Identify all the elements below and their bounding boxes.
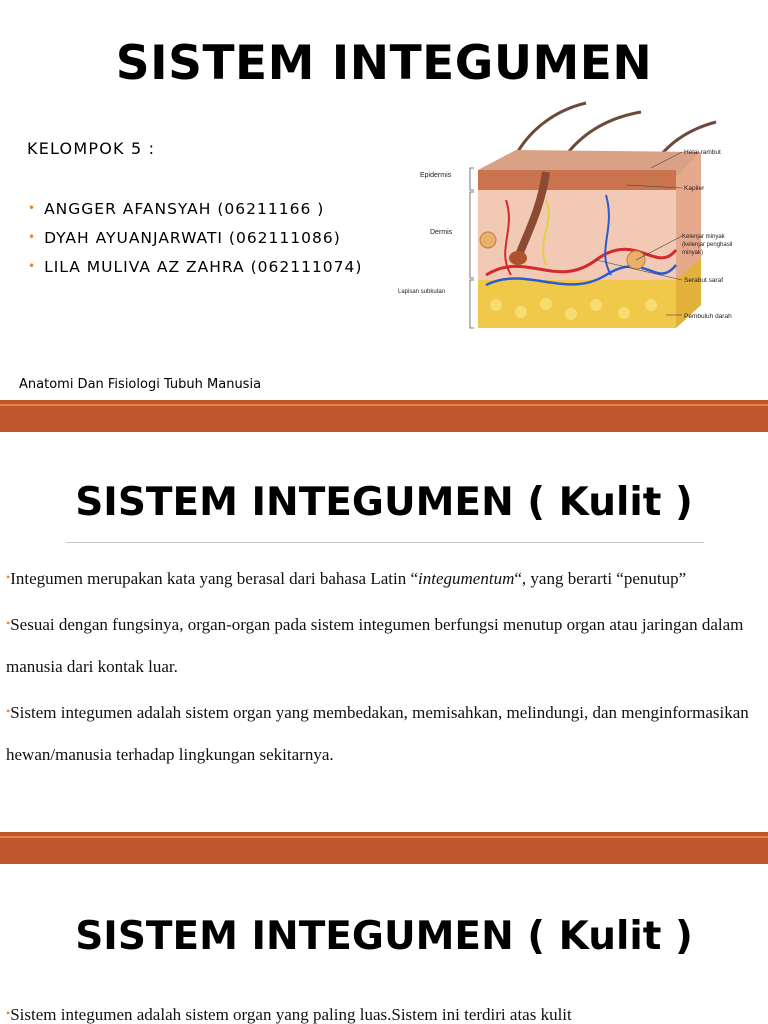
slide-2 <box>0 432 768 832</box>
list-item: • DYAH AYUANJARWATI (062111086) <box>28 229 341 247</box>
list-item: • ANGGER AFANSYAH (06211166 ) <box>28 200 325 218</box>
separator-accent-line <box>0 404 768 406</box>
label-minyak: minyak) <box>682 250 704 256</box>
separator-accent-line <box>0 836 768 838</box>
label-kapiler: Kapiler <box>684 185 705 192</box>
slide-2-title: SISTEM INTEGUMEN ( Kulit ) <box>75 480 693 525</box>
label-kelenjar-penghasil: (kelenjar penghasil <box>682 242 733 248</box>
bullet-dot-icon: • <box>28 259 37 273</box>
label-serabut-saraf: Serabut saraf <box>684 277 724 284</box>
bullet-dot-icon: • <box>6 570 11 584</box>
label-kelenjar-minyak: Kelenjar minyak <box>682 234 725 240</box>
paragraph: •Sesuai dengan fungsinya, organ-organ pada sistem integumen berfungsi menutup organ atau jaringan dalam manusia dari kontak luar. <box>6 615 744 676</box>
paragraph: •Integumen merupakan kata yang berasal dari bahasa Latin “integumentum“, yang berarti “penutup” <box>6 569 687 588</box>
slide-3-title: SISTEM INTEGUMEN ( Kulit ) <box>75 914 693 959</box>
list-item: • LILA MULIVA AZ ZAHRA (062111074) <box>28 258 363 276</box>
label-subcutan: Lapisan subkutan <box>398 289 446 295</box>
slide-2-body <box>6 556 766 776</box>
bullet-dot-icon: • <box>6 616 11 630</box>
group-label: KELOMPOK 5 : <box>27 139 156 158</box>
paragraph: •Sistem integumen adalah sistem organ yang membedakan, memisahkan, melindungi, dan menginformasikan hewan/manusia terhadap lingkungan sekitarnya. <box>6 703 749 764</box>
slide-3 <box>0 864 768 1024</box>
bullet-dot-icon: • <box>6 1006 11 1020</box>
bullet-dot-icon: • <box>6 704 11 718</box>
paragraph: •Sistem integumen adalah sistem organ yang paling luas.Sistem ini terdiri atas kulit <box>6 1005 572 1024</box>
bullet-dot-icon: • <box>28 201 37 215</box>
label-helai-rambut: Helai rambut <box>684 149 721 156</box>
label-epidermis: Epidermis <box>420 172 452 179</box>
slide-1-footer: Anatomi Dan Fisiologi Tubuh Manusia <box>19 377 262 392</box>
label-dermis: Dermis <box>430 229 453 236</box>
label-pembuluh-darah: Pembuluh darah <box>684 313 732 320</box>
title-divider <box>66 542 704 543</box>
member-list <box>28 198 362 285</box>
bullet-dot-icon: • <box>28 230 37 244</box>
slide-3-body <box>6 992 766 1024</box>
slide-1 <box>0 0 768 400</box>
slide-1-title: SISTEM INTEGUMEN <box>115 36 653 91</box>
skin-cross-section-diagram <box>396 100 768 340</box>
